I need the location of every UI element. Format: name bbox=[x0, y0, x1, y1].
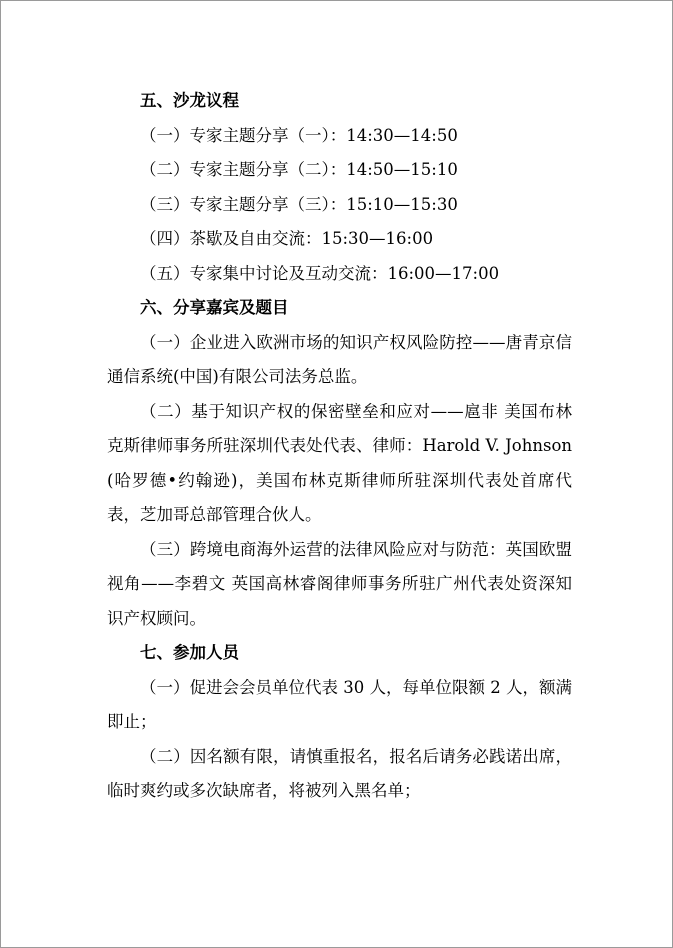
agenda-item: （三）专家主题分享（三）：15:10—15:30 bbox=[140, 194, 458, 214]
agenda-item: （五）专家集中讨论及互动交流：16:00—17:00 bbox=[140, 263, 500, 283]
agenda-item: （四）茶歇及自由交流：15:30—16:00 bbox=[140, 229, 434, 248]
section-heading-agenda: 五、沙龙议程 bbox=[140, 91, 239, 110]
agenda-item: （二）专家主题分享（二）：14:50—15:10 bbox=[140, 160, 458, 179]
participant-paragraph: （一）促进会会员单位代表 30 人，每单位限额 2 人，额满即止； bbox=[107, 677, 572, 731]
agenda-item: （一）专家主题分享（一）：14:30—14:50 bbox=[140, 125, 458, 145]
section-heading-guests: 六、分享嘉宾及题目 bbox=[140, 298, 289, 317]
guest-paragraph: （三）跨境电商海外运营的法律风险应对与防范：英国欧盟视角——李碧文 英国高林睿阁律师事务所驻广州代表处资深知识产权顾问。 bbox=[107, 539, 572, 628]
guest-paragraph: （二）基于知识产权的保密壁垒和应对——扈非 美国布林克斯律师事务所驻深圳代表处代表、律师：Harold V. Johnson (哈罗德•约翰逊)，美国布林克斯律师所驻深圳代表处首席代表，芝加哥总部管理合伙人。 bbox=[107, 401, 572, 524]
document-body bbox=[107, 84, 572, 809]
participant-paragraph: （二）因名额有限，请慎重报名，报名后请务必践诺出席，临时爽约或多次缺席者，将被列入黑名单； bbox=[107, 746, 572, 800]
guest-paragraph: （一）企业进入欧洲市场的知识产权风险防控——唐青京信通信系统(中国)有限公司法务总监。 bbox=[107, 332, 572, 386]
section-heading-participants: 七、参加人员 bbox=[140, 643, 239, 662]
